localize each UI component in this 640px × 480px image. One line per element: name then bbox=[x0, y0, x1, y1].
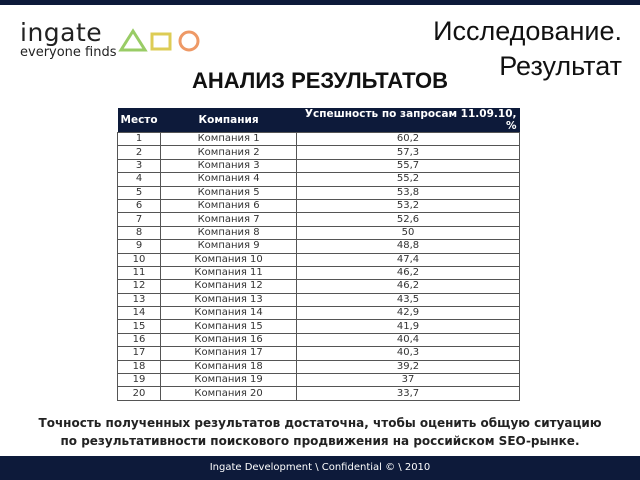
table-row bbox=[118, 360, 520, 373]
ingate-logo bbox=[20, 18, 117, 60]
place-cell: 18 bbox=[118, 360, 161, 373]
logo-word: ingate bbox=[20, 18, 103, 47]
company-cell: Компания 11 bbox=[161, 266, 297, 279]
success-cell: 40,4 bbox=[297, 333, 520, 346]
table-row bbox=[118, 333, 520, 346]
company-cell: Компания 4 bbox=[161, 173, 297, 186]
place-cell: 20 bbox=[118, 387, 161, 400]
place-cell: 7 bbox=[118, 213, 161, 226]
place-cell: 19 bbox=[118, 374, 161, 387]
table-row bbox=[118, 347, 520, 360]
table-row bbox=[118, 173, 520, 186]
company-cell: Компания 10 bbox=[161, 253, 297, 266]
company-cell: Компания 13 bbox=[161, 293, 297, 306]
company-cell: Компания 9 bbox=[161, 240, 297, 253]
success-cell: 42,9 bbox=[297, 307, 520, 320]
success-cell: 43,5 bbox=[297, 293, 520, 306]
place-cell: 2 bbox=[118, 146, 161, 159]
table-row bbox=[118, 133, 520, 146]
note-line-1: Точность полученных результатов достаточна, чтобы оценить общую ситуацию bbox=[38, 416, 602, 430]
company-cell: Компания 7 bbox=[161, 213, 297, 226]
table-row bbox=[118, 307, 520, 320]
title-line-1: Исследование. bbox=[433, 16, 622, 46]
table-row bbox=[118, 199, 520, 212]
place-cell: 13 bbox=[118, 293, 161, 306]
table-row bbox=[118, 146, 520, 159]
success-cell: 55,2 bbox=[297, 173, 520, 186]
table-row bbox=[118, 266, 520, 279]
company-cell: Компания 14 bbox=[161, 307, 297, 320]
company-cell: Компания 2 bbox=[161, 146, 297, 159]
place-cell: 11 bbox=[118, 266, 161, 279]
company-cell: Компания 6 bbox=[161, 199, 297, 212]
conclusion-note bbox=[0, 414, 640, 450]
place-cell: 14 bbox=[118, 307, 161, 320]
table-row bbox=[118, 280, 520, 293]
success-cell: 48,8 bbox=[297, 240, 520, 253]
place-cell: 1 bbox=[118, 133, 161, 146]
success-cell: 41,9 bbox=[297, 320, 520, 333]
section-heading: АНАЛИЗ РЕЗУЛЬТАТОВ bbox=[192, 68, 448, 93]
success-cell: 46,2 bbox=[297, 266, 520, 279]
success-cell: 47,4 bbox=[297, 253, 520, 266]
place-cell: 10 bbox=[118, 253, 161, 266]
note-line-2: по результативности поискового продвижения на российском SEO-рынке. bbox=[60, 434, 580, 448]
company-cell: Компания 5 bbox=[161, 186, 297, 199]
place-cell: 8 bbox=[118, 226, 161, 239]
logo-shapes-icon bbox=[118, 26, 208, 56]
header-place: Место bbox=[118, 108, 161, 133]
table-row bbox=[118, 320, 520, 333]
success-cell: 53,2 bbox=[297, 199, 520, 212]
title-line-2: Результат bbox=[499, 51, 622, 81]
table-row bbox=[118, 253, 520, 266]
company-cell: Компания 3 bbox=[161, 159, 297, 172]
company-cell: Компания 15 bbox=[161, 320, 297, 333]
place-cell: 15 bbox=[118, 320, 161, 333]
success-cell: 60,2 bbox=[297, 133, 520, 146]
success-cell: 53,8 bbox=[297, 186, 520, 199]
company-cell: Компания 16 bbox=[161, 333, 297, 346]
place-cell: 9 bbox=[118, 240, 161, 253]
success-cell: 55,7 bbox=[297, 159, 520, 172]
success-cell: 40,3 bbox=[297, 347, 520, 360]
place-cell: 4 bbox=[118, 173, 161, 186]
results-table bbox=[117, 108, 520, 401]
success-cell: 39,2 bbox=[297, 360, 520, 373]
table-row bbox=[118, 293, 520, 306]
company-cell: Компания 20 bbox=[161, 387, 297, 400]
company-cell: Компания 19 bbox=[161, 374, 297, 387]
place-cell: 6 bbox=[118, 199, 161, 212]
company-cell: Компания 18 bbox=[161, 360, 297, 373]
table-row bbox=[118, 387, 520, 400]
success-cell: 37 bbox=[297, 374, 520, 387]
top-bar bbox=[0, 0, 640, 5]
company-cell: Компания 8 bbox=[161, 226, 297, 239]
place-cell: 12 bbox=[118, 280, 161, 293]
header-success: Успешность по запросам 11.09.10, % bbox=[297, 108, 520, 133]
table-row bbox=[118, 374, 520, 387]
footer: Ingate Development \ Confidential © \ 2010 bbox=[0, 456, 640, 480]
place-cell: 16 bbox=[118, 333, 161, 346]
logo-tagline: everyone finds bbox=[20, 45, 117, 60]
table-row bbox=[118, 213, 520, 226]
table-row bbox=[118, 159, 520, 172]
table-row bbox=[118, 240, 520, 253]
place-cell: 5 bbox=[118, 186, 161, 199]
success-cell: 52,6 bbox=[297, 213, 520, 226]
company-cell: Компания 17 bbox=[161, 347, 297, 360]
header-company: Компания bbox=[161, 108, 297, 133]
table-row bbox=[118, 226, 520, 239]
table-row bbox=[118, 186, 520, 199]
success-cell: 33,7 bbox=[297, 387, 520, 400]
company-cell: Компания 1 bbox=[161, 133, 297, 146]
place-cell: 17 bbox=[118, 347, 161, 360]
success-cell: 46,2 bbox=[297, 280, 520, 293]
company-cell: Компания 12 bbox=[161, 280, 297, 293]
success-cell: 57,3 bbox=[297, 146, 520, 159]
success-cell: 50 bbox=[297, 226, 520, 239]
place-cell: 3 bbox=[118, 159, 161, 172]
